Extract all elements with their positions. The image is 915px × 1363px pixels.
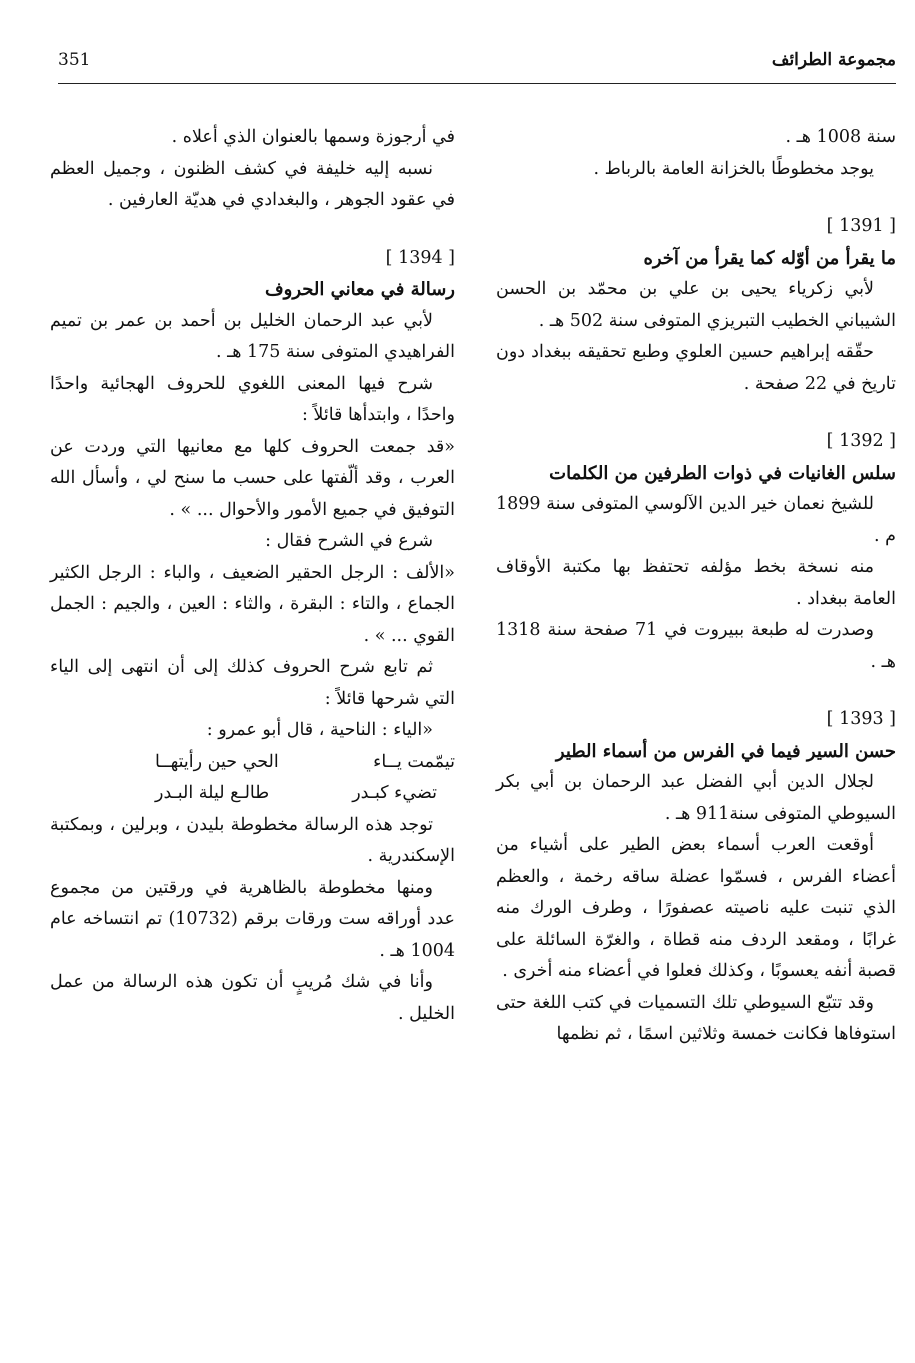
- entry-spacer: [496, 400, 896, 426]
- entry-paragraph: أوقعت العرب أسماء بعض الطير على أشياء من أعضاء الفرس ، فسمّوا عضلة ساقه رخمة ، والعظم الذي تنبت عليه ناصيته عصفورًا ، وطرف الورك منه غرابًا ، ومقعد الردف منه قطاة ، والغرّة السائلة على قصبة أنفه يعسوبًا ، وكذلك فعلوا في أعضاء منه أخرى .: [496, 835, 896, 981]
- entry-spacer: [496, 185, 896, 211]
- entry-paragraph: ثم تابع شرح الحروف كذلك إلى أن انتهى إلى الياء التي شرحها قائلاً :: [50, 657, 455, 709]
- entry-paragraph: ومنها مخطوطة بالظاهرية في ورقتين من مجموع عدد أوراقه ست ورقات برقم (10732) تم انتساخه عام 1004 هـ .: [50, 877, 455, 961]
- entry-continuation: في أرجوزة وسمها بالعنوان الذي أعلاه .: [171, 127, 455, 147]
- entry-paragraph: حقّقه إبراهيم حسين العلوي وطبع تحقيقه ببغداد دون تاريخ في 22 صفحة .: [496, 342, 896, 394]
- entry-number-1394: [ 1394 ]: [385, 247, 455, 268]
- entry-paragraph: للشيخ نعمان خير الدين الآلوسي المتوفى سنة 1899 م .: [496, 494, 896, 546]
- hemistich: طالـع ليلة البـدر: [155, 783, 270, 803]
- page-number: 351: [58, 50, 91, 70]
- entry-paragraph: لجلال الدين أبي الفضل عبد الرحمان بن أبي بكر السيوطي المتوفى سنة911 هـ .: [496, 772, 896, 824]
- previous-entry-ending: سنة 1008 هـ .: [785, 127, 896, 147]
- entry-paragraph: شرع في الشرح فقال :: [265, 531, 433, 551]
- entry-title-1392: سلس الغانيات في ذوات الطرفين من الكلمات: [549, 462, 896, 484]
- header-rule: [58, 83, 896, 84]
- poem-verse-2: [155, 778, 455, 810]
- entry-number-1391: [ 1391 ]: [826, 216, 896, 236]
- entry-paragraph: لأبي عبد الرحمان الخليل بن أحمد بن عمر بن تميم الفراهيدي المتوفى سنة 175 هـ .: [50, 310, 455, 362]
- entry-paragraph: توجد هذه الرسالة مخطوطة بليدن ، وبرلين ، وبمكتبة الإسكندرية .: [50, 814, 455, 866]
- running-title: مجموعة الطرائف: [771, 50, 896, 70]
- entry-paragraph: شرح فيها المعنى اللغوي للحروف الهجائية واحدًا واحدًا ، وابتدأها قائلاً :: [50, 373, 455, 425]
- hemistich: تضيء كبـدر: [352, 783, 437, 803]
- entry-paragraph: وقد تتبّع السيوطي تلك التسميات في كتب اللغة حتى استوفاها فكانت خمسة وثلاثين اسمًا ، ثم نظمها: [496, 992, 896, 1044]
- quotation: «الألف : الرجل الحقير الضعيف ، والباء : الرجل الكثير الجماع ، والتاء : البقرة ، والثاء : العين ، والجيم : الجمل القوي ... » .: [50, 562, 455, 646]
- right-column: [496, 122, 896, 1051]
- entry-paragraph: وصدرت له طبعة ببيروت في 71 صفحة سنة 1318 هـ .: [496, 620, 896, 672]
- entry-paragraph: منه نسخة بخط مؤلفه تحتفظ بها مكتبة الأوقاف العامة ببغداد .: [496, 557, 896, 609]
- entry-title-1393: حسن السير فيما في الفرس من أسماء الطير: [555, 740, 896, 762]
- entry-number-1392: [ 1392 ]: [826, 431, 896, 451]
- previous-entry-location: يوجد مخطوطًا بالخزانة العامة بالرباط .: [593, 158, 874, 179]
- quotation: «قد جمعت الحروف كلها مع معانيها التي وردت عن العرب ، وقد ألّفتها على حسب ما سنح لي ، وأسأل الله التوفيق في جميع الأمور والأحوال ... » .: [50, 436, 455, 520]
- hemistich: الحي حين رأيتهــا: [155, 751, 279, 772]
- entry-spacer: [50, 217, 455, 243]
- entry-paragraph: وأنا في شك مُريبٍ أن تكون هذه الرسالة من عمل الخليل .: [50, 972, 455, 1024]
- entry-title-1391: ما يقرأ من أوّله كما يقرأ من آخره: [643, 247, 896, 269]
- poem-verse-1: [155, 747, 455, 779]
- entry-continuation: نسبه إليه خليفة في كشف الظنون ، وجميل العظم في عقود الجوهر ، والبغدادي في هديّة العارفين .: [50, 158, 455, 210]
- entry-title-1394: رسالة في معاني الحروف: [264, 279, 455, 300]
- entry-paragraph: لأبي زكرياء يحيى بن علي بن محمّد بن الحسن الشيباني الخطيب التبريزي المتوفى سنة 502 هـ .: [496, 279, 896, 331]
- entry-spacer: [496, 678, 896, 704]
- entry-number-1393: [ 1393 ]: [826, 709, 896, 729]
- hemistich: تيمّمت يــاء: [373, 751, 455, 772]
- quotation: «الياء : الناحية ، قال أبو عمرو :: [206, 720, 433, 740]
- left-column: [50, 122, 455, 1030]
- page-header: [58, 48, 896, 78]
